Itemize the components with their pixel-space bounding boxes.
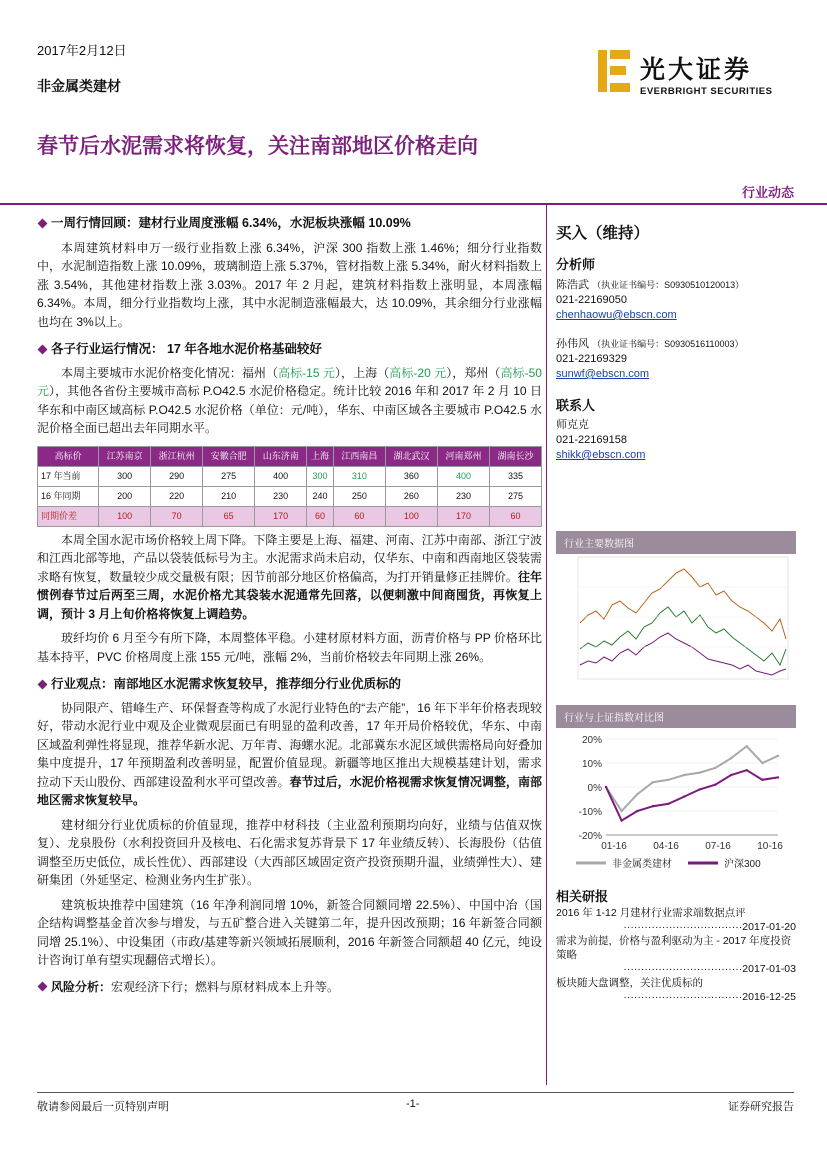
data-point <box>761 779 763 781</box>
sidebar <box>556 226 796 463</box>
section-industry-view: 行业观点：南部地区水泥需求恢复较早，推荐细分行业优质标的 <box>37 675 542 694</box>
data-point <box>620 819 622 821</box>
diamond-bullet-icon <box>38 344 48 354</box>
data-point <box>667 803 669 805</box>
contact-email[interactable]: shikk@ebscn.com <box>556 449 646 461</box>
data-point <box>730 774 732 776</box>
analyst-2: 孙伟风 （执业证书编号：S0930516110003） <box>556 338 744 350</box>
analyst-1-phone: 021-22169050 <box>556 294 627 306</box>
data-point <box>652 805 654 807</box>
industry-data-panel-header: 行业主要数据图 <box>556 531 796 554</box>
y-tick-label: -10% <box>578 807 602 818</box>
contact-phone: 021-22169158 <box>556 434 627 446</box>
view-paragraph-1: 协同限产、错峰生产、环保督查等构成了水泥行业特色的“去产能”，16 年下半年价格表现较好，带动水泥行业中观及企业微观层面已有明显的盈利改善，17 年开局价格较优，华东、中南区域盈利弹性将显现，推荐华新水泥、万年青、海螺水泥。北部冀东水泥区域供需格局向好叠加集中度提升，17 年预期盈利改善明显，配置价值显现。新疆等地区推出大规模基建计划，需求拉动下天山股份、西部建设盈利水平可望改善。春节过后，水泥价格视需求恢复情况调整，南部地区需求恢复较早。 <box>37 700 542 807</box>
industry-data-chart <box>558 553 790 683</box>
research-date-1: ··································2017-01-20 <box>623 921 796 933</box>
analyst-1: 陈浩武 （执业证书编号：S0930510120013） <box>556 279 745 291</box>
series-line-1 <box>606 746 778 811</box>
data-point <box>636 810 638 812</box>
fuzhou-change: 高标-15 元 <box>278 365 335 380</box>
index-compare-chart <box>556 727 796 877</box>
x-tick-label: 04-16 <box>653 841 679 852</box>
contact-heading: 联系人 <box>556 398 596 413</box>
weekly-review-paragraph: 本周建筑材料申万一级行业指数上涨 6.34%，沪深 300 指数上涨 1.46%；细分行业指数中，水泥制造指数上涨 10.09%，玻璃制造上涨 5.37%，管材指数上涨 5.34%，耐火材料指数上涨 3.54%，其他建材指数上涨 3.03%。2017 年 2 月起，建筑材料指数上涨明显，本周涨幅 6.34%。本周，细分行业指数均上涨，其中水泥制造涨幅最大，达 10.09%，其余细分行业涨幅也均在 3%以上。 <box>37 240 542 329</box>
research-item-3[interactable]: 板块随大盘调整，关注优质标的 <box>556 977 703 989</box>
brand-name-cn: 光大证券 <box>640 55 753 84</box>
report-date: 2017年2月12日 <box>37 43 127 58</box>
section-risk: 风险分析：宏观经济下行；燃料与原材料成本上升等。 <box>37 978 542 997</box>
page-title: 春节后水泥需求将恢复，关注南部地区价格走向 <box>37 135 478 158</box>
table-row: 17 年当前 300 290 275 400 300 310 360 400 335 <box>38 466 542 486</box>
related-research <box>556 890 796 1004</box>
x-tick-label: 07-16 <box>705 841 731 852</box>
section-subindustry: 各子行业运行情况： 17 年各地水泥价格基础较好 <box>37 340 542 359</box>
cement-price-table <box>37 446 542 527</box>
page-number: -1- <box>406 1098 420 1110</box>
research-heading: 相关研报 <box>556 889 609 904</box>
research-date-3: ··································2016-12-25 <box>623 991 796 1003</box>
y-tick-label: 10% <box>581 759 602 770</box>
analyst-2-phone: 021-22169329 <box>556 353 627 365</box>
data-point <box>605 786 607 788</box>
brand-logo-icon <box>598 50 634 92</box>
x-tick-label: 10-16 <box>757 841 783 852</box>
footer-disclaimer: 敬请参阅最后一页特别声明 <box>37 1101 169 1113</box>
zhengzhou-change: 高标-50 元 <box>37 365 542 398</box>
view-paragraph-3: 建筑板块推荐中国建筑（16 年净利润同增 10%，新签合同额同增 22.5%）、中国中冶（国企结构调整基金首次参与增发，与五矿整合进入关键第二年，提升因改预期；16 年新签合同额同增 25.1%）、中设集团（市政/基建等新兴领域拓展顺利，2016 年新签合同额超 40 亿元，纯设计咨询订单有望实现翻倍式增长）。 <box>37 897 542 967</box>
data-point <box>683 795 685 797</box>
data-point <box>714 783 716 785</box>
data-point <box>730 757 732 759</box>
analyst-heading: 分析师 <box>556 257 596 272</box>
shanghai-change: 高标-20 元 <box>389 365 447 380</box>
footer-report-type: 证券研究报告 <box>728 1101 794 1113</box>
price-change-paragraph: 本周主要城市水泥价格变化情况：福州（高标-15 元），上海（高标-20 元），郑州（高标-50 元），其他各省份主要城市高标 P.O42.5 水泥价格稳定。统计比较 2016 年和 2017 年 2 月 10 日华东和中南区域高标 P.O42.5 水泥价格（单位：元/吨），华东、中南区域各主要城市 P.O42.5 水泥价格全面已超出去年同期水平。 <box>37 365 542 435</box>
brand-name-en: EVERBRIGHT SECURITIES <box>640 86 773 97</box>
y-tick-label: -20% <box>578 831 602 842</box>
data-point <box>652 781 654 783</box>
sector-name: 非金属类建材 <box>37 78 121 94</box>
data-point <box>777 776 779 778</box>
header-divider <box>0 203 827 205</box>
index-compare-panel-header: 行业与上证指数对比图 <box>556 705 796 728</box>
data-point <box>699 771 701 773</box>
analyst-1-email[interactable]: chenhaowu@ebscn.com <box>556 309 677 321</box>
forecast-highlight: 往年惯例春节过后两至三周，水泥价格尤其袋装水泥通常先回落，以便刺激中间商囤货，再恢复上调，预计 3 月上旬价格将恢复上调趋势。 <box>37 569 542 621</box>
data-point <box>777 755 779 757</box>
market-paragraph: 本周全国水泥市场价格较上周下降。下降主要是上海、福建、河南、江苏中南部、浙江宁波和江西北部等地，产品以袋装低标号为主。水泥需求尚未启动，仅华东、中南和西南地区袋装需求略有恢复，数量较少成交量极有限；因节前部分地区价格偏高，为打开销量修正挂牌价。往年惯例春节过后两至三周，水泥价格尤其袋装水泥通常先回落，以便刺激中间商囤货，再恢复上调，预计 3 月上旬价格将恢复上调趋势。 <box>37 532 542 621</box>
data-point <box>683 774 685 776</box>
table-row: 同期价差 100 70 65 170 60 60 100 170 60 <box>38 506 542 526</box>
table-row: 16 年同期 200 220 210 230 240 250 260 230 275 <box>38 486 542 506</box>
data-point <box>761 762 763 764</box>
diamond-bullet-icon <box>38 679 48 689</box>
data-point <box>699 788 701 790</box>
diamond-bullet-icon <box>38 218 48 228</box>
data-point <box>620 810 622 812</box>
report-type-tag: 行业动态 <box>741 185 794 200</box>
research-date-2: ··································2017-01-03 <box>623 963 796 975</box>
table-header-row: 高标价 江苏南京 浙江杭州 安徽合肥 山东济南 上海 江西南昌 湖北武汉 河南郑州 湖南长沙 <box>38 446 542 466</box>
legend-label: 沪深300 <box>724 859 761 870</box>
rating-label: 买入（维持） <box>556 225 650 242</box>
analyst-2-email[interactable]: sunwf@ebscn.com <box>556 368 650 380</box>
data-point <box>636 793 638 795</box>
y-tick-label: 20% <box>581 735 602 746</box>
materials-paragraph: 玻纤均价 6 月至今有所下降，本周整体平稳。小建材原材料方面，沥青价格与 PP 价格环比基本持平，PVC 价格周度上涨 155 元/吨，涨幅 2%，当前价格较去年同期上涨 26%。 <box>37 631 542 664</box>
contact-name: 师克克 <box>556 419 589 431</box>
column-divider <box>546 205 547 1085</box>
data-point <box>746 745 748 747</box>
diamond-bullet-icon <box>38 982 48 992</box>
view-paragraph-2: 建材细分行业优质标的价值显现，推荐中材科技（主业盈利预期均向好，业绩与估值双恢复）、龙泉股份（水利投资回升及核电、石化需求复苏背景下 17 年业绩反转）、长海股份（估值调整至历史低位，成长性优）、西部建设（大西部区域固定资产投资预期升温，业绩弹性大）、建研集团（外延坚定、检测业务内生扩张）。 <box>37 817 542 887</box>
data-point <box>667 779 669 781</box>
main-column <box>37 214 542 996</box>
research-item-2[interactable]: 需求为前提，价格与盈利驱动为主 - 2017 年度投资策略 <box>556 935 792 961</box>
series-line-2 <box>606 770 778 820</box>
section-weekly-review: 一周行情回顾：建材行业周度涨幅 6.34%，水泥板块涨幅 10.09% <box>37 214 542 233</box>
y-tick-label: 0% <box>587 783 602 794</box>
view-highlight: 春节过后，水泥价格视需求恢复情况调整，南部地区需求恢复较早。 <box>37 774 542 807</box>
data-point <box>714 767 716 769</box>
research-item-1[interactable]: 2016 年 1-12 月建材行业需求端数据点评 <box>556 907 746 919</box>
industry-series-1 <box>580 569 786 639</box>
x-tick-label: 01-16 <box>601 841 627 852</box>
legend-label: 非金属类建材 <box>612 859 672 870</box>
footer-divider <box>37 1092 794 1093</box>
data-point <box>746 769 748 771</box>
